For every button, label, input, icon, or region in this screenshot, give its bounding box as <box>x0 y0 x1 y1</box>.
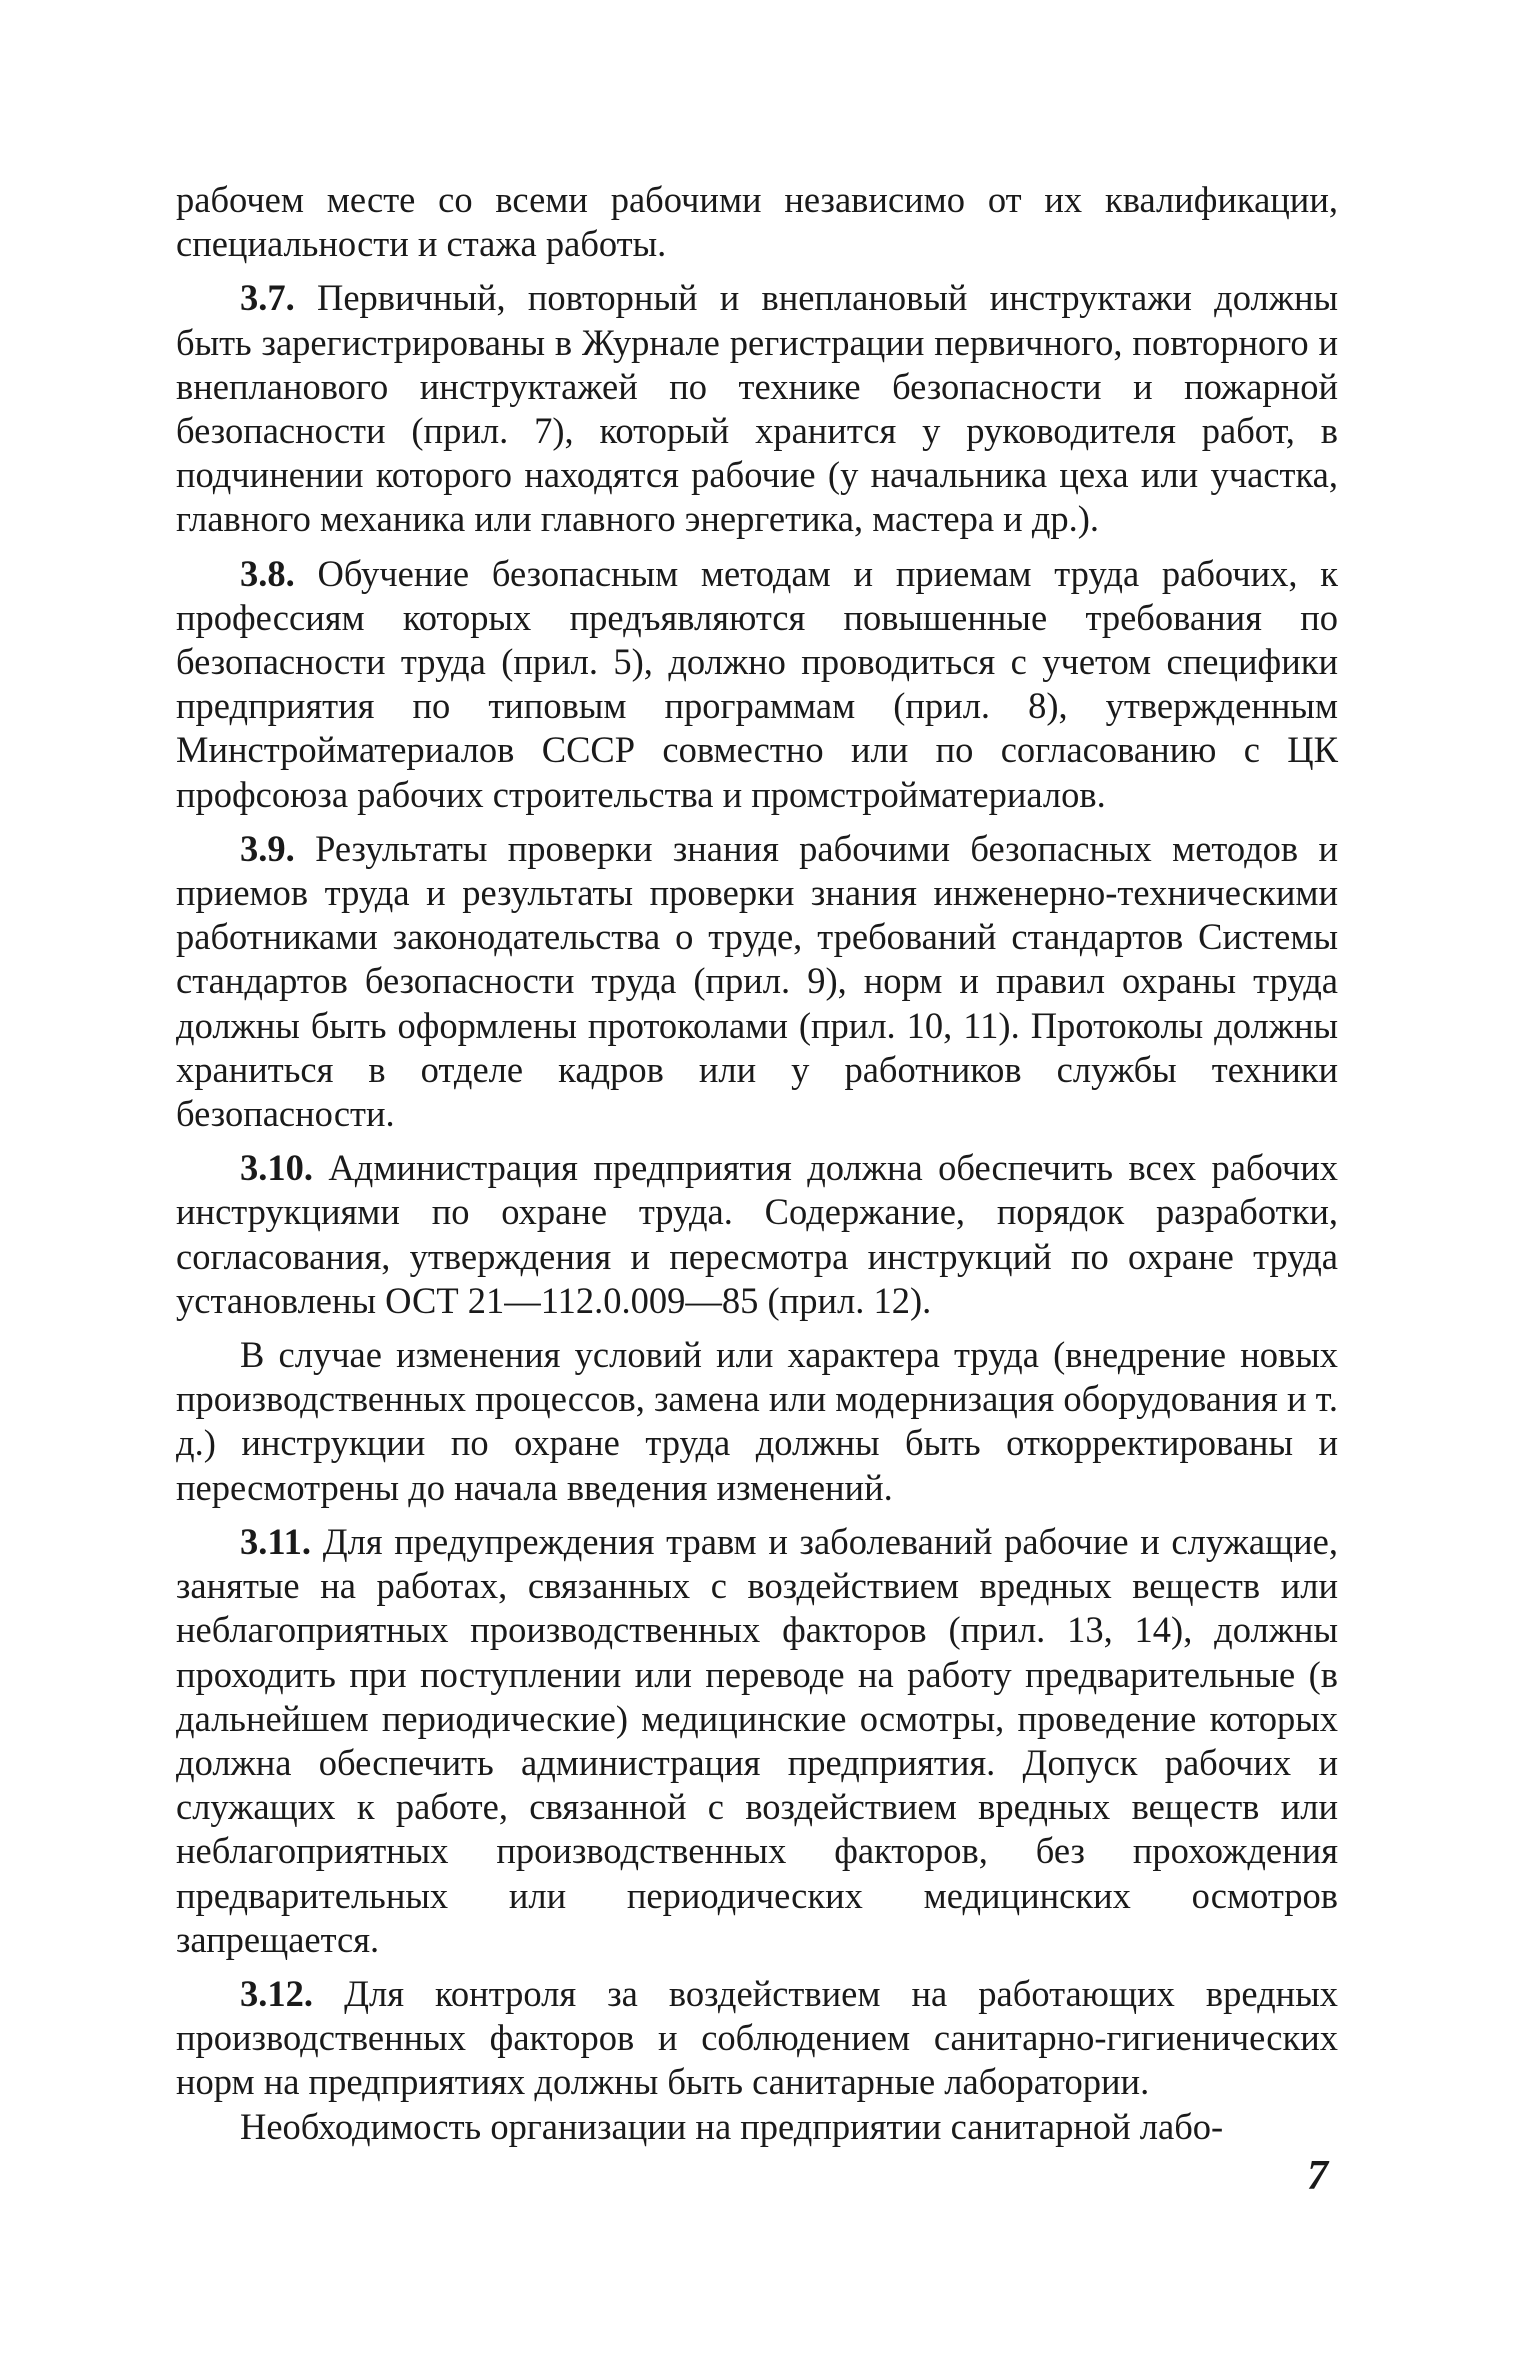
paragraph-3-7: 3.7. Первичный, повторный и внеплановый инструктажи должны быть зарегистрированы в Журнале регистрации первичного, повторного и внепланового инструктажей по технике безопасности и пожарной безопасности (прил. 7), который хранится у руководителя работ, в подчинении которого находятся рабочие (у начальника цеха или участка, главного механика или главного энергетика, мастера и др.). <box>176 277 1339 540</box>
document-page <box>176 178 1338 2149</box>
paragraph-number: 3.12. <box>240 1972 313 2014</box>
paragraph-3-11: 3.11. Для предупреждения травм и заболеваний рабочие и служащие, занятые на работах, связанных с воздействием вредных веществ или неблагоприятных производственных факторов (прил. 13, 14), должны проходить при поступлении или переводе на работу предварительные (в дальнейшем периодические) медицинские осмотры, проведение которых должна обеспечить администрация предприятия. Допуск рабочих и служащих к работе, связанной с воздействием вредных веществ или неблагоприятных производственных факторов, без прохождения предварительных или периодических медицинских осмотров запрещается. <box>176 1520 1339 1960</box>
paragraph-3-9: 3.9. Результаты проверки знания рабочими безопасных методов и приемов труда и результаты проверки знания инженерно-техническими работниками законодательства о труде, требований стандартов Системы стандартов безопасности труда (прил. 9), норм и правил охраны труда должны быть оформлены протоколами (прил. 10, 11). Протоколы должны храниться в отделе кадров или у работников службы техники безопасности. <box>176 827 1338 1135</box>
paragraph-3-10-continued: В случае изменения условий или характера труда (внедрение новых производственных процессов, замена или модернизация оборудования и т. д.) инструкции по охране труда должны быть откорректированы и пересмотрены до начала введения изменений. <box>176 1334 1338 1508</box>
paragraph-3-10: 3.10. Администрация предприятия должна обеспечить всех рабочих инструкциями по охране труда. Содержание, порядок разработки, согласования, утверждения и пересмотра инструкций по охране труда установлены ОСТ 21—112.0.009—85 (прил. 12). <box>176 1147 1338 1321</box>
paragraph-number: 3.11. <box>240 1520 311 1562</box>
paragraph-3-8: 3.8. Обучение безопасным методам и приемам труда рабочих, к профессиям которых предъявляются повышенные требования по безопасности труда (прил. 5), должно проводиться с учетом специфики предприятия по типовым программам (прил. 8), утвержденным Минстройматериалов СССР совместно или по согласованию с ЦК профсоюза рабочих строительства и промстройматериалов. <box>176 552 1338 815</box>
paragraph-number: 3.9. <box>240 827 295 869</box>
page-number: 7 <box>1307 2153 1328 2199</box>
paragraph-3-12-continued: Необходимость организации на предприятии санитарной лабо- <box>240 2105 1224 2147</box>
paragraph-number: 3.10. <box>240 1147 313 1189</box>
paragraph-continuation: рабочем месте со всеми рабочими независимо от их квалификации, специальности и стажа работы. <box>176 179 1338 265</box>
paragraph-3-12: 3.12. Для контроля за воздействием на работающих вредных производственных факторов и соблюдением санитарно-гигиенических норм на предприятиях должны быть санитарные лаборатории. <box>176 1972 1338 2103</box>
paragraph-number: 3.8. <box>240 552 295 594</box>
paragraph-number: 3.7. <box>240 277 295 319</box>
